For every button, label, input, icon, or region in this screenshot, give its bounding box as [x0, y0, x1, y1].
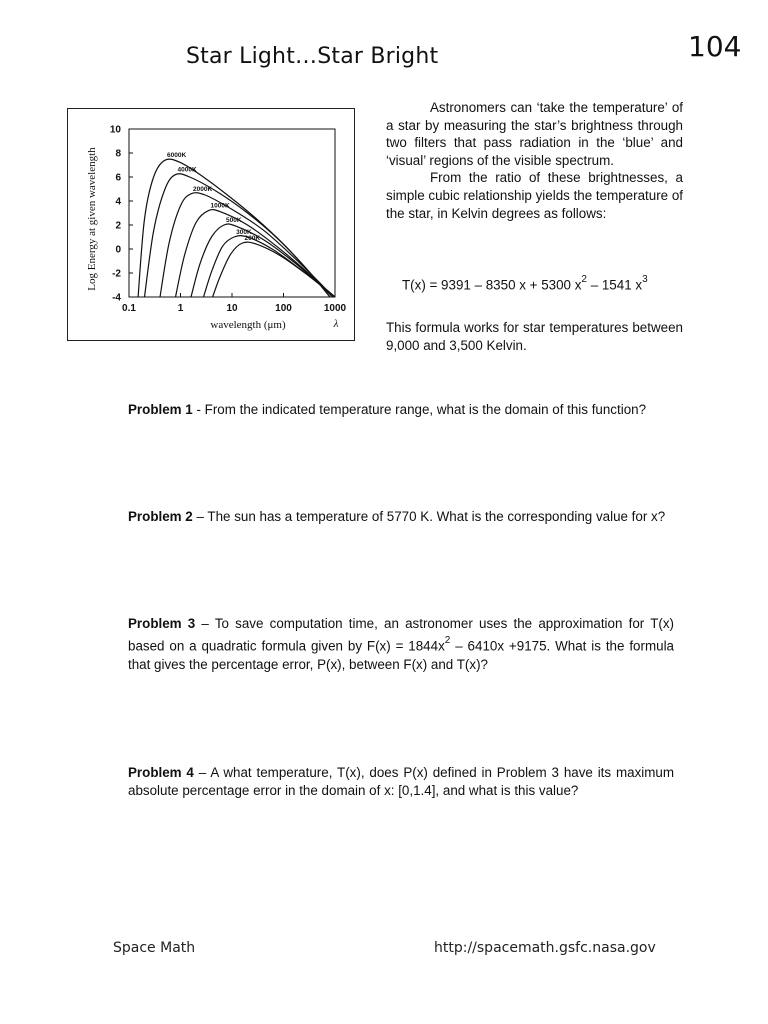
blackbody-chart — [68, 109, 356, 342]
intro-text — [386, 99, 683, 222]
problem-3-text-a: – To save computation time, an astronomer uses the approximation for T(x) based on a quadratic formula given by F(x) = 1844x — [128, 616, 674, 654]
problem-1-label: Problem 1 — [128, 402, 193, 417]
y-tick-label: 2 — [115, 220, 121, 232]
curve-label-500K: 500K — [226, 217, 242, 224]
x-tick-label: 0.1 — [122, 303, 136, 314]
problem-2 — [128, 508, 674, 526]
problem-4 — [128, 764, 674, 800]
x-tick-label: 1000 — [323, 303, 347, 314]
formula-part-2: – 1541 x — [586, 277, 643, 293]
problem-3-label: Problem 3 — [128, 616, 196, 631]
problem-3-text-b: – 6410x +9175. What is the formula that gives the percentage error, P(x), between F(x) and T(x)? — [128, 638, 674, 673]
y-tick-label: 0 — [115, 244, 121, 256]
curve-label-2000K: 2000K — [193, 185, 213, 193]
problem-3-exponent: 2 — [444, 635, 451, 646]
formula-exponent-1: 2 — [581, 274, 587, 285]
x-axis-symbol: λ — [333, 318, 339, 330]
problem-1-text: - From the indicated temperature range, what is the domain of this function? — [192, 402, 647, 417]
curve-label-4000K: 4000K — [177, 166, 197, 174]
footer-left: Space Math — [113, 940, 196, 956]
curve-label-1000K: 1000K — [210, 202, 230, 210]
temperature-formula — [402, 276, 648, 292]
y-axis-label: Log Energy at given wavelength — [86, 147, 98, 291]
y-tick-label: -4 — [112, 292, 121, 304]
formula-part-1: T(x) = 9391 – 8350 x + 5300 x — [402, 277, 582, 293]
page-number: 104 — [688, 30, 742, 63]
blackbody-chart-figure — [67, 108, 355, 341]
curve-6000K — [138, 159, 330, 297]
x-tick-label: 100 — [275, 303, 292, 314]
intro-paragraph-1: Astronomers can ‘take the temperature’ of a star by measuring the star’s brightness through two filters that pass radiation in the ‘blue’ and ‘visual’ regions of the visible spectrum. — [386, 100, 683, 168]
y-tick-label: 10 — [109, 124, 121, 136]
x-tick-label: 10 — [226, 303, 238, 314]
problem-4-label: Problem 4 — [128, 765, 194, 780]
page-title: Star Light…Star Bright — [186, 44, 439, 69]
problem-3 — [128, 614, 674, 674]
y-tick-label: -2 — [112, 268, 121, 280]
curve-2000K — [160, 193, 333, 297]
problem-1 — [128, 401, 674, 419]
problem-2-label: Problem 2 — [128, 509, 193, 524]
formula-note: This formula works for star temperatures between 9,000 and 3,500 Kelvin. — [386, 320, 683, 353]
curve-labels — [167, 152, 260, 242]
y-tick-label: 8 — [115, 148, 121, 160]
curve-300K — [204, 236, 336, 297]
problem-2-text: – The sun has a temperature of 5770 K. What is the corresponding value for x? — [192, 509, 666, 524]
problem-4-text: – A what temperature, T(x), does P(x) defined in Problem 3 have its maximum absolute percentage error in the domain of x: [0,1.4], and what is this value? — [128, 765, 674, 798]
y-tick-label: 6 — [115, 172, 121, 184]
x-tick-label: 1 — [177, 303, 184, 314]
curve-label-6000K: 6000K — [166, 152, 187, 160]
intro-paragraph-2: From the ratio of these brightnesses, a simple cubic relationship yields the temperature of the star, in Kelvin degrees as follows: — [386, 170, 683, 221]
x-tick-labels — [122, 293, 347, 314]
curve-label-300K: 300K — [236, 229, 252, 236]
x-axis-label: wavelength (μm) — [210, 319, 286, 331]
y-tick-label: 4 — [115, 196, 121, 208]
formula-exponent-2: 3 — [642, 274, 648, 285]
y-tick-labels — [110, 125, 133, 304]
curve-label-200K: 200K — [244, 235, 261, 242]
curve-500K — [191, 224, 335, 297]
footer-url[interactable]: http://spacemath.gsfc.nasa.gov — [434, 940, 656, 956]
